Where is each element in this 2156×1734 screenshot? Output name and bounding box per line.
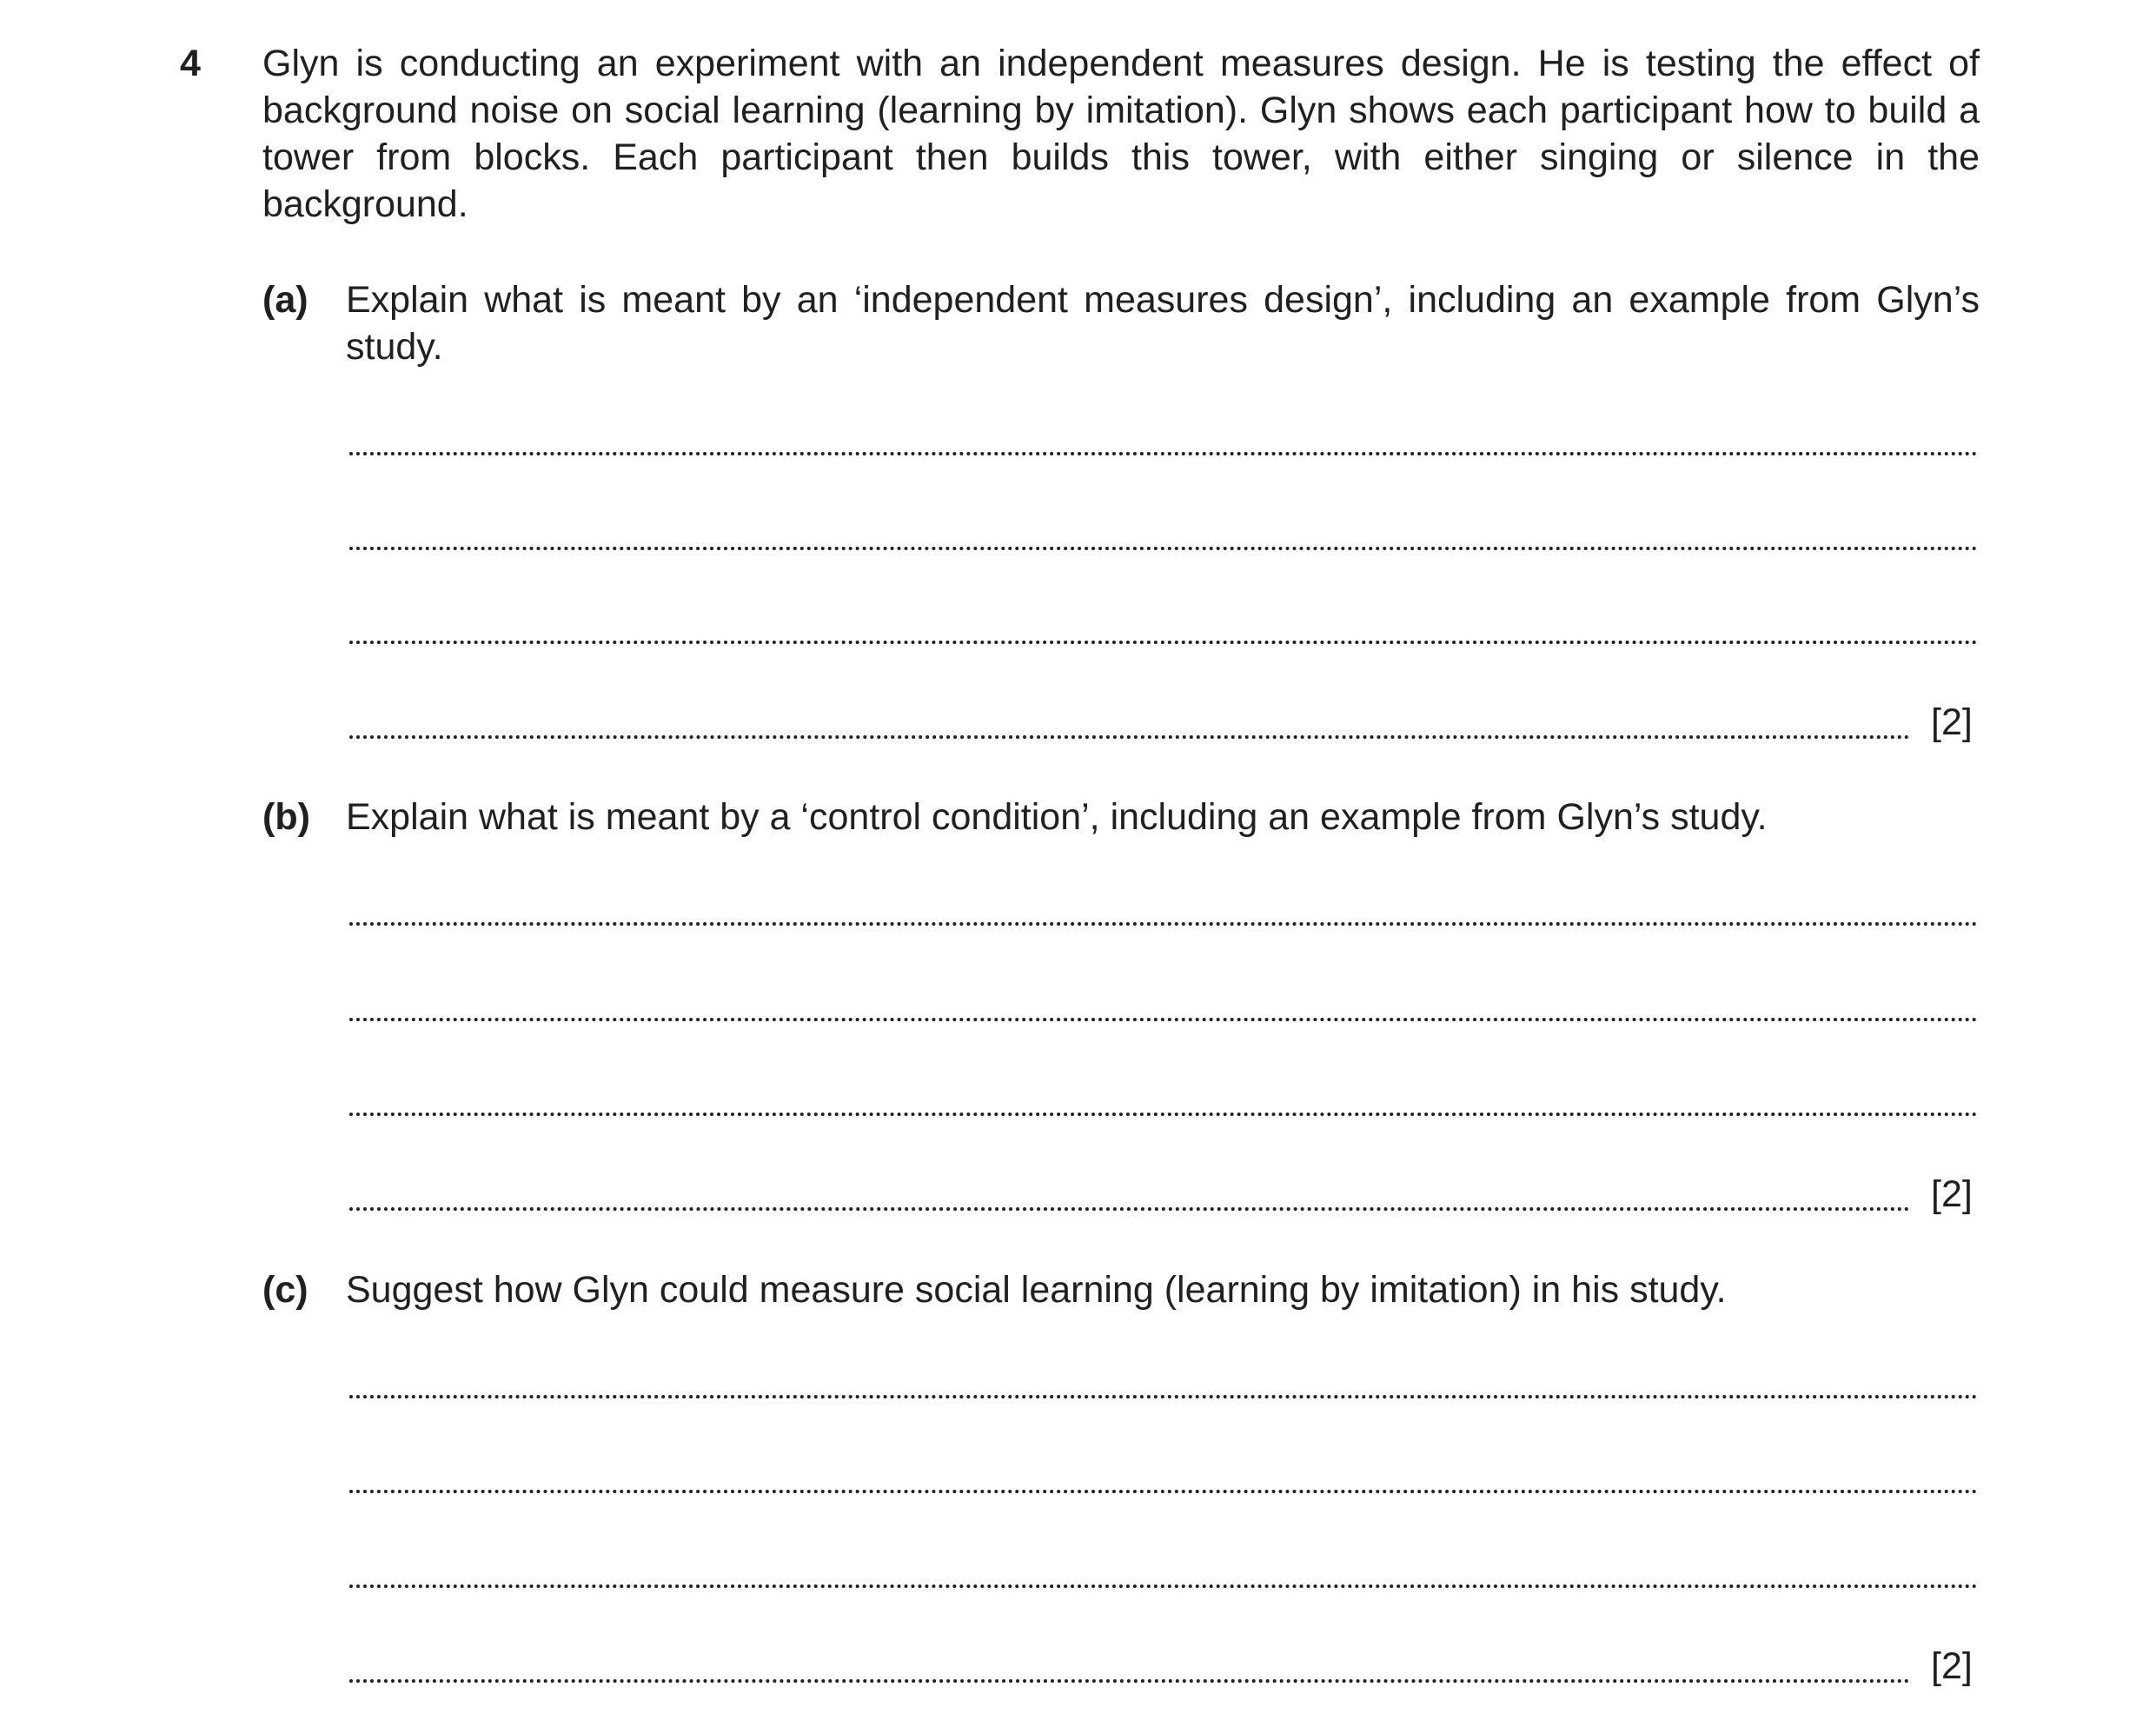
answer-line-a-2[interactable] [349,547,1978,550]
part-c-label: (c) [262,1269,308,1311]
answer-line-c-1[interactable] [349,1395,1978,1398]
part-c-text: Suggest how Glyn could measure social learning (learning by imitation) in his study. [346,1269,1727,1311]
part-a-marks: [2] [1931,701,1973,743]
part-c-marks: [2] [1931,1645,1973,1687]
question-number: 4 [180,43,201,84]
answer-line-b-2[interactable] [349,1018,1978,1021]
answer-line-a-4[interactable] [349,735,1910,739]
answer-line-a-3[interactable] [349,641,1978,644]
part-b-label: (b) [262,796,310,838]
answer-line-b-3[interactable] [349,1113,1978,1116]
part-a-label: (a) [262,279,308,321]
part-b-marks: [2] [1931,1173,1973,1215]
answer-line-b-1[interactable] [349,922,1978,926]
answer-line-c-3[interactable] [349,1585,1978,1588]
answer-line-c-2[interactable] [349,1490,1978,1493]
question-stem: Glyn is conducting an experiment with an independent measures design. He is testing the effect of background noise on social learning (learning by imitation). Glyn shows each participant how to build a tower from blocks. Each participant then builds this tower, with either singing or silence in the background. [262,43,1980,225]
part-a-text: Explain what is meant by an ‘independent measures design’, including an example from Glyn’s study. [346,279,1980,368]
part-b-text: Explain what is meant by a ‘control condition’, including an example from Glyn’s study. [346,796,1768,838]
answer-line-c-4[interactable] [349,1679,1910,1683]
answer-line-b-4[interactable] [349,1207,1910,1211]
answer-line-a-1[interactable] [349,452,1978,455]
